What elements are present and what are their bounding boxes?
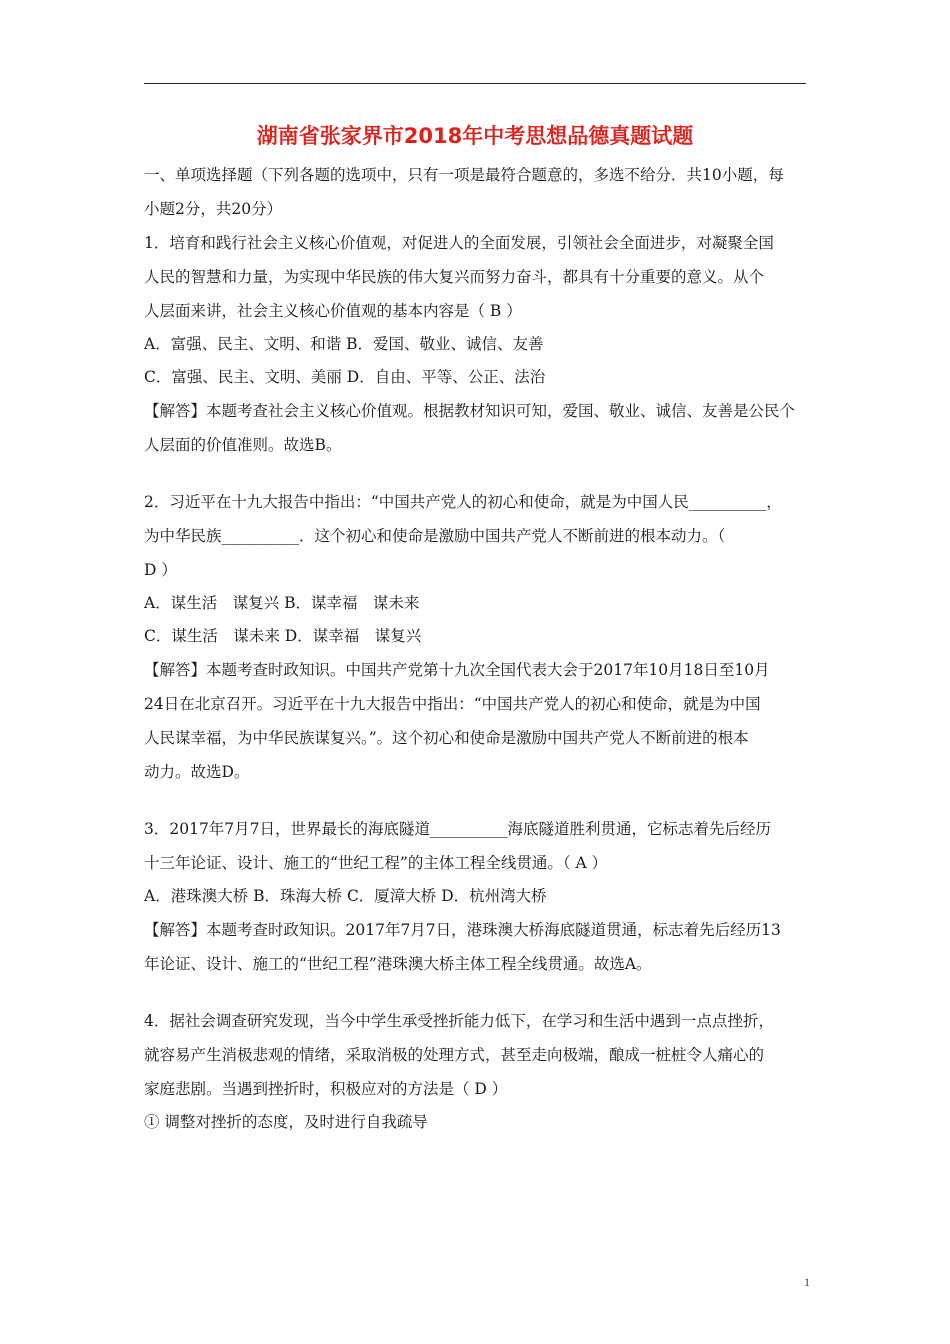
- question-3-text: 3．2017年7月7日，世界最长的海底隧道__________海底隧道胜利贯通，它标志着先后经历: [144, 820, 772, 838]
- section-heading: 小题2分，共20分）: [144, 200, 283, 218]
- question-2-answer: 动力。故选D。: [144, 763, 250, 781]
- question-1-text: 1．培育和践行社会主义核心价值观，对促进人的全面发展，引领社会全面进步，对凝聚全国: [144, 234, 774, 252]
- question-4-text: 4．据社会调查研究发现，当今中学生承受挫折能力低下，在学习和生活中遇到一点点挫折，: [144, 1012, 774, 1030]
- question-2-answer: 24日在北京召开。习近平在十九大报告中指出：“中国共产党人的初心和使命，就是为中国: [144, 695, 761, 713]
- question-4-item: ① 调整对挫折的态度，及时进行自我疏导: [144, 1113, 428, 1131]
- question-3-answer: 年论证、设计、施工的“世纪工程”港珠澳大桥主体工程全线贯通。故选A。: [144, 955, 652, 973]
- question-2-options: A．谋生活 谋复兴 B．谋幸福 谋未来: [144, 594, 420, 612]
- question-2-answer: 人民谋幸福，为中华民族谋复兴。”。这个初心和使命是激励中国共产党人不断前进的根本: [144, 729, 749, 747]
- question-2-text: 为中华民族__________．这个初心和使命是激励中国共产党人不断前进的根本动力。（: [144, 527, 726, 545]
- spacer: [144, 462, 808, 485]
- question-1-options: A．富强、民主、文明、和谐 B．爱国、敬业、诚信、友善: [144, 335, 544, 353]
- document-title: 湖南省张家界市2018年中考思想品德真题试题: [256, 124, 694, 148]
- question-1-text: 人民的智慧和力量，为实现中华民族的伟大复兴而努力奋斗，都具有十分重要的意义。从个: [144, 268, 765, 286]
- header-rule: [144, 83, 806, 84]
- question-1-text: 人层面来讲，社会主义核心价值观的基本内容是（ B ）: [144, 302, 522, 320]
- spacer: [144, 789, 808, 812]
- question-1-answer: 【解答】本题考查社会主义核心价值观。根据教材知识可知，爱国、敬业、诚信、友善是公民个: [144, 402, 796, 420]
- question-2-options: C．谋生活 谋未来 D．谋幸福 谋复兴: [144, 627, 422, 645]
- question-4-text: 就容易产生消极悲观的情绪，采取消极的处理方式，甚至走向极端，酿成一桩桩令人痛心的: [144, 1046, 765, 1064]
- section-heading: 一、单项选择题（下列各题的选项中，只有一项是最符合题意的，多选不给分．共10小题，每: [144, 166, 784, 184]
- document-body: [144, 158, 808, 1139]
- question-1-answer: 人层面的价值准则。故选B。: [144, 436, 342, 454]
- page-number: 1: [804, 1275, 810, 1289]
- question-4-text: 家庭悲剧。当遇到挫折时，积极应对的方法是（ D ）: [144, 1080, 508, 1098]
- question-3-text: 十三年论证、设计、施工的“世纪工程”的主体工程全线贯通。（ A ）: [144, 854, 608, 872]
- spacer: [144, 981, 808, 1004]
- question-3-options: A．港珠澳大桥 B．珠海大桥 C．厦漳大桥 D．杭州湾大桥: [144, 887, 547, 905]
- question-2-text: D ）: [144, 561, 177, 579]
- question-3-answer: 【解答】本题考查时政知识。2017年7月7日，港珠澳大桥海底隧道贯通，标志着先后经历13: [144, 921, 781, 939]
- question-2-text: 2．习近平在十九大报告中指出：“中国共产党人的初心和使命，就是为中国人民__________，: [144, 493, 782, 511]
- question-2-answer: 【解答】本题考查时政知识。中国共产党第十九次全国代表大会于2017年10月18日至10月: [144, 661, 770, 679]
- question-1-options: C．富强、民主、文明、美丽 D．自由、平等、公正、法治: [144, 368, 546, 386]
